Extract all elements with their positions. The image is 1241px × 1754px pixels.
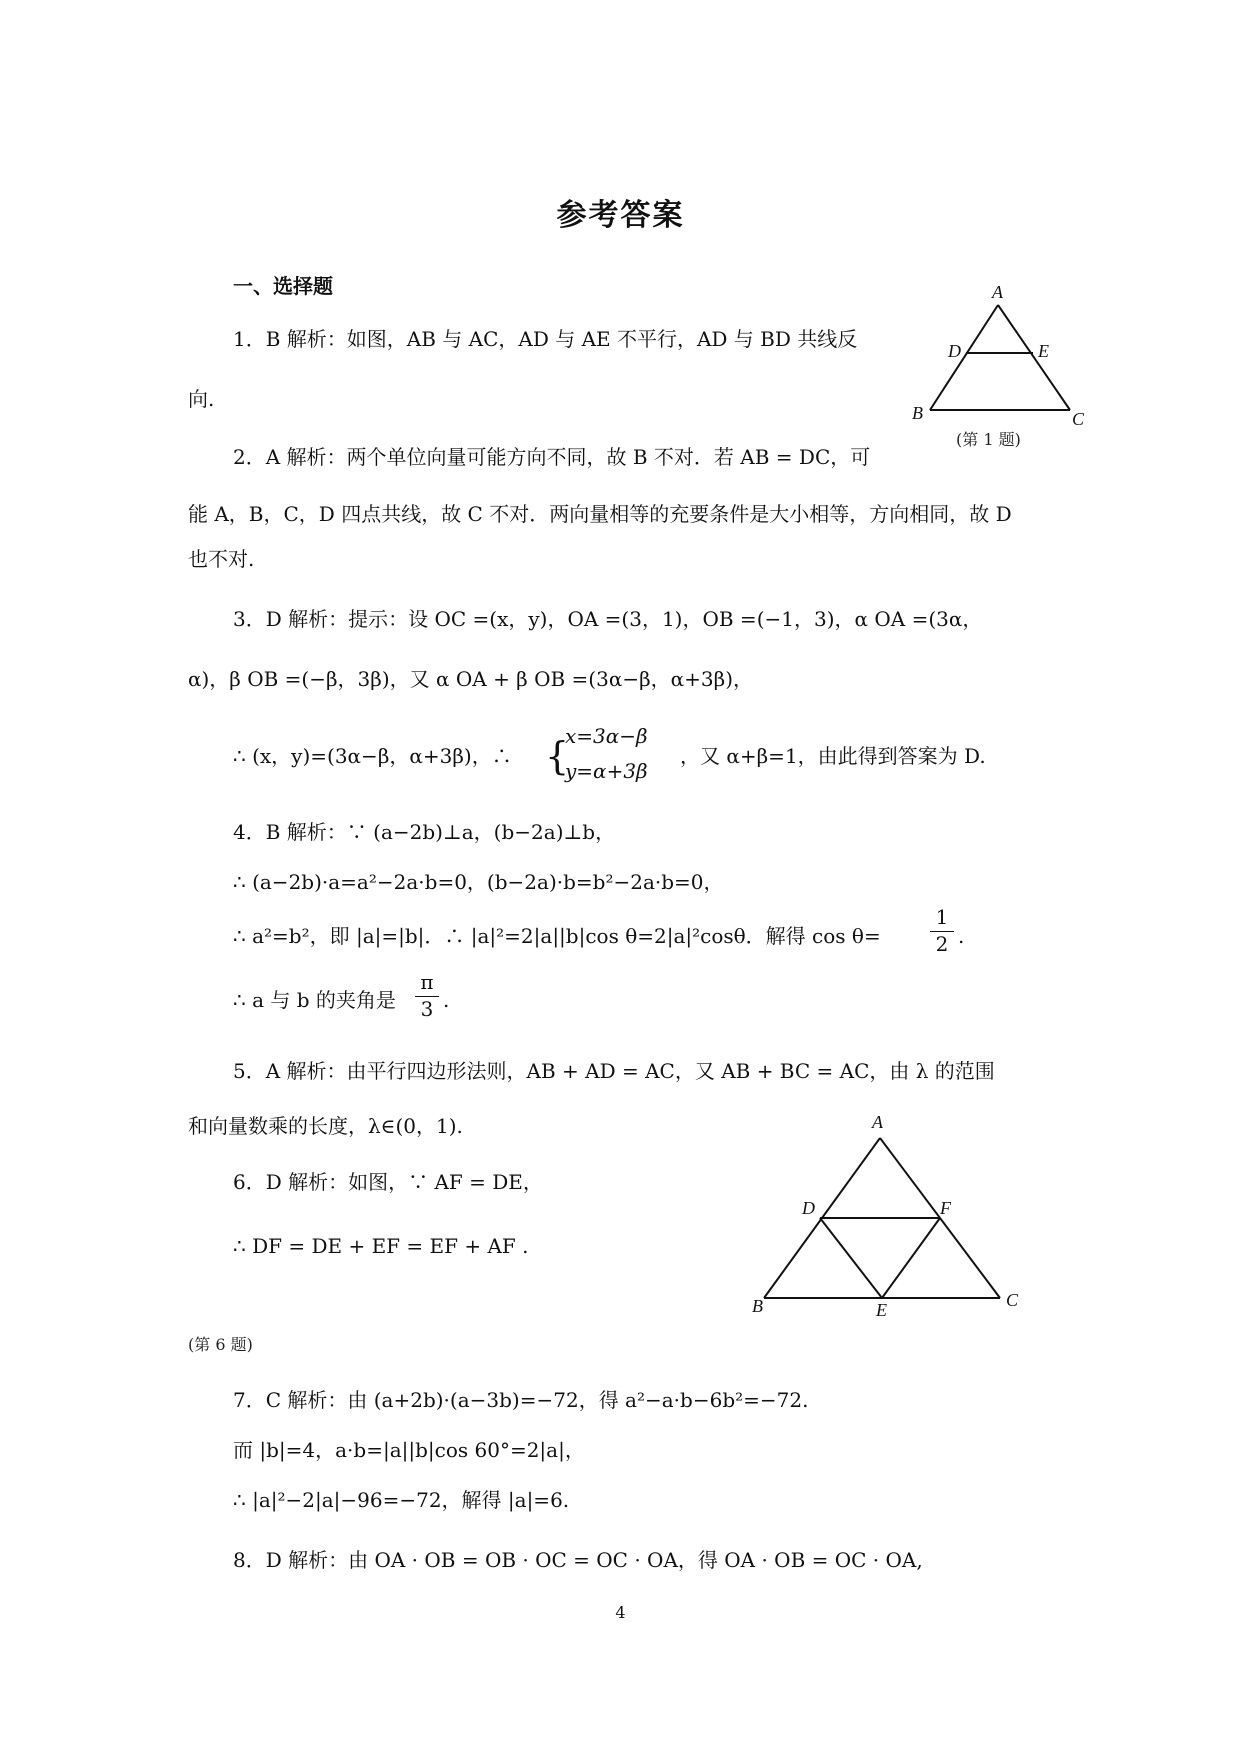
q4-line-4: ∴ a 与 b 的夹角是 (233, 988, 396, 1012)
figure-1-caption: (第 1 题) (956, 430, 1021, 449)
figure-6 (750, 1112, 1040, 1320)
edge-ab (930, 305, 998, 410)
figure-1-svg (900, 285, 1100, 450)
label-a: A (992, 282, 1003, 302)
label-b: B (752, 1296, 763, 1316)
label-a: A (872, 1112, 883, 1132)
q3-brace: { (545, 734, 570, 778)
label-f: F (940, 1198, 951, 1218)
q4-fraction-numerator: 1 (935, 905, 949, 929)
q1-line-2: 向. (188, 387, 215, 411)
q4-line-3-end: . (958, 924, 965, 948)
figure-6-caption: (第 6 题) (188, 1335, 253, 1354)
page-number: 4 (615, 1603, 626, 1622)
label-d: D (948, 341, 961, 361)
edge-fe (882, 1218, 940, 1298)
q3-line-1: 3．D 解析：提示：设 OC =(x，y)，OA =(3，1)，OB =(−1，3)，α OA =(3α， (233, 607, 983, 631)
q4-line-3: ∴ a²=b²，即 |a|=|b|．∴ |a|²=2|a||b|cos θ=2|a|²cosθ．解得 cos θ= (233, 924, 881, 948)
q6-line-2: ∴ DF = DE + EF = EF + AF . (233, 1234, 529, 1258)
q2-line-3: 也不对. (188, 547, 255, 571)
edge-ac (998, 305, 1070, 410)
label-d: D (802, 1198, 815, 1218)
q4-pi-numerator: π (420, 970, 434, 994)
edge-de (820, 1218, 882, 1298)
q8-line-1: 8．D 解析：由 OA · OB = OB · OC = OC · OA，得 OA · OB = OC · OA, (233, 1548, 923, 1572)
q4-fraction-denominator: 2 (930, 931, 954, 956)
q4-pi-fraction (415, 970, 439, 1021)
figure-1 (900, 282, 1100, 450)
q3-line-3-suffix: ，又 α+β=1，由此得到答案为 D. (680, 744, 986, 768)
q7-line-3: ∴ |a|²−2|a|−96=−72，解得 |a|=6. (233, 1488, 570, 1512)
q3-system-eq-2: y=α+3β (565, 759, 648, 783)
q5-line-2: 和向量数乘的长度，λ∈(0，1). (188, 1114, 463, 1138)
q4-line-1: 4．B 解析：∵ (a−2b)⊥a，(b−2a)⊥b， (233, 820, 616, 844)
page-title: 参考答案 (556, 198, 685, 233)
q3-line-2: α)，β OB =(−β，3β)，又 α OA + β OB =(3α−β，α+3β)， (188, 667, 754, 691)
label-c: C (1006, 1290, 1019, 1310)
label-c: C (1072, 409, 1085, 429)
q7-line-2: 而 |b|=4，a·b=|a||b|cos 60°=2|a|， (233, 1438, 585, 1462)
q4-pi-denominator: 3 (415, 996, 439, 1021)
label-b: B (912, 403, 923, 423)
q4-line-4-end: . (443, 988, 450, 1012)
q6-line-1: 6．D 解析：如图，∵ AF = DE， (233, 1170, 543, 1194)
figure-6-svg (750, 1120, 1040, 1320)
q2-line-2: 能 A，B，C，D 四点共线，故 C 不对．两向量相等的充要条件是大小相等，方向相同，故 D (188, 502, 1012, 526)
section-heading: 一、选择题 (233, 274, 333, 298)
label-e: E (876, 1300, 887, 1320)
q4-fraction (930, 905, 954, 956)
q1-line-1: 1．B 解析：如图，AB 与 AC，AD 与 AE 不平行，AD 与 BD 共线反 (233, 327, 858, 351)
q7-line-1: 7．C 解析：由 (a+2b)·(a−3b)=−72，得 a²−a·b−6b²=−72. (233, 1388, 809, 1412)
q5-line-1: 5．A 解析：由平行四边形法则，AB + AD = AC，又 AB + BC = AC，由 λ 的范围 (233, 1059, 995, 1083)
q4-line-2: ∴ (a−2b)·a=a²−2a·b=0，(b−2a)·b=b²−2a·b=0， (233, 870, 724, 894)
label-e: E (1038, 341, 1049, 361)
q3-system-eq-1: x=3α−β (565, 724, 648, 748)
q2-line-1: 2．A 解析：两个单位向量可能方向不同，故 B 不对．若 AB = DC，可 (233, 445, 871, 469)
q3-line-3-prefix: ∴ (x，y)=(3α−β，α+3β)，∴ (233, 744, 512, 768)
